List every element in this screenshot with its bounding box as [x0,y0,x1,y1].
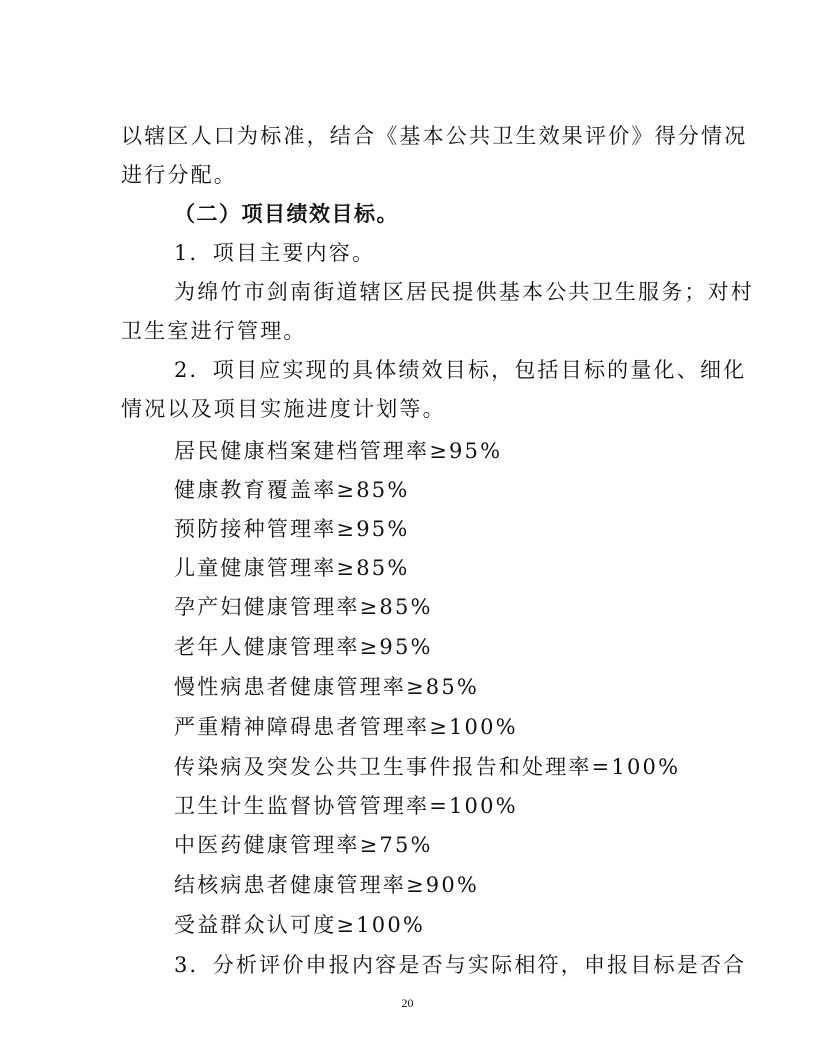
paragraph-line: 3．分析评价申报内容是否与实际相符，申报目标是否合 [174,953,747,977]
paragraph-line: 卫生室进行管理。 [121,319,307,343]
paragraph-line: 以辖区人口为标准，结合《基本公共卫生效果评价》得分情况 [121,124,748,148]
target-item: 居民健康档案建档管理率≥95% [174,439,503,463]
section-heading: （二）项目绩效目标。 [174,201,399,226]
target-item: 慢性病患者健康管理率≥85% [174,675,480,699]
target-item: 卫生计生监督协管管理率=100% [174,794,518,818]
target-item: 传染病及突发公共卫生事件报告和处理率=100% [174,755,681,779]
target-item: 受益群众认可度≥100% [174,913,426,937]
target-item: 中医药健康管理率≥75% [174,833,433,857]
target-item: 严重精神障碍患者管理率≥100% [174,715,518,739]
target-item: 老年人健康管理率≥95% [174,635,433,659]
paragraph-line: 进行分配。 [121,163,237,187]
item-heading: 1．项目主要内容。 [174,241,376,265]
target-item: 儿童健康管理率≥85% [174,556,410,580]
target-item: 孕产妇健康管理率≥85% [174,595,433,619]
target-item: 结核病患者健康管理率≥90% [174,873,480,897]
target-item: 预防接种管理率≥95% [174,517,410,541]
page-number: 20 [401,996,414,1010]
paragraph-line: 2．项目应实现的具体绩效目标，包括目标的量化、细化 [174,358,747,382]
target-item: 健康教育覆盖率≥85% [174,478,410,502]
paragraph-line: 情况以及项目实施进度计划等。 [121,397,446,421]
paragraph-line: 为绵竹市剑南街道辖区居民提供基本公共卫生服务；对村 [174,280,754,304]
